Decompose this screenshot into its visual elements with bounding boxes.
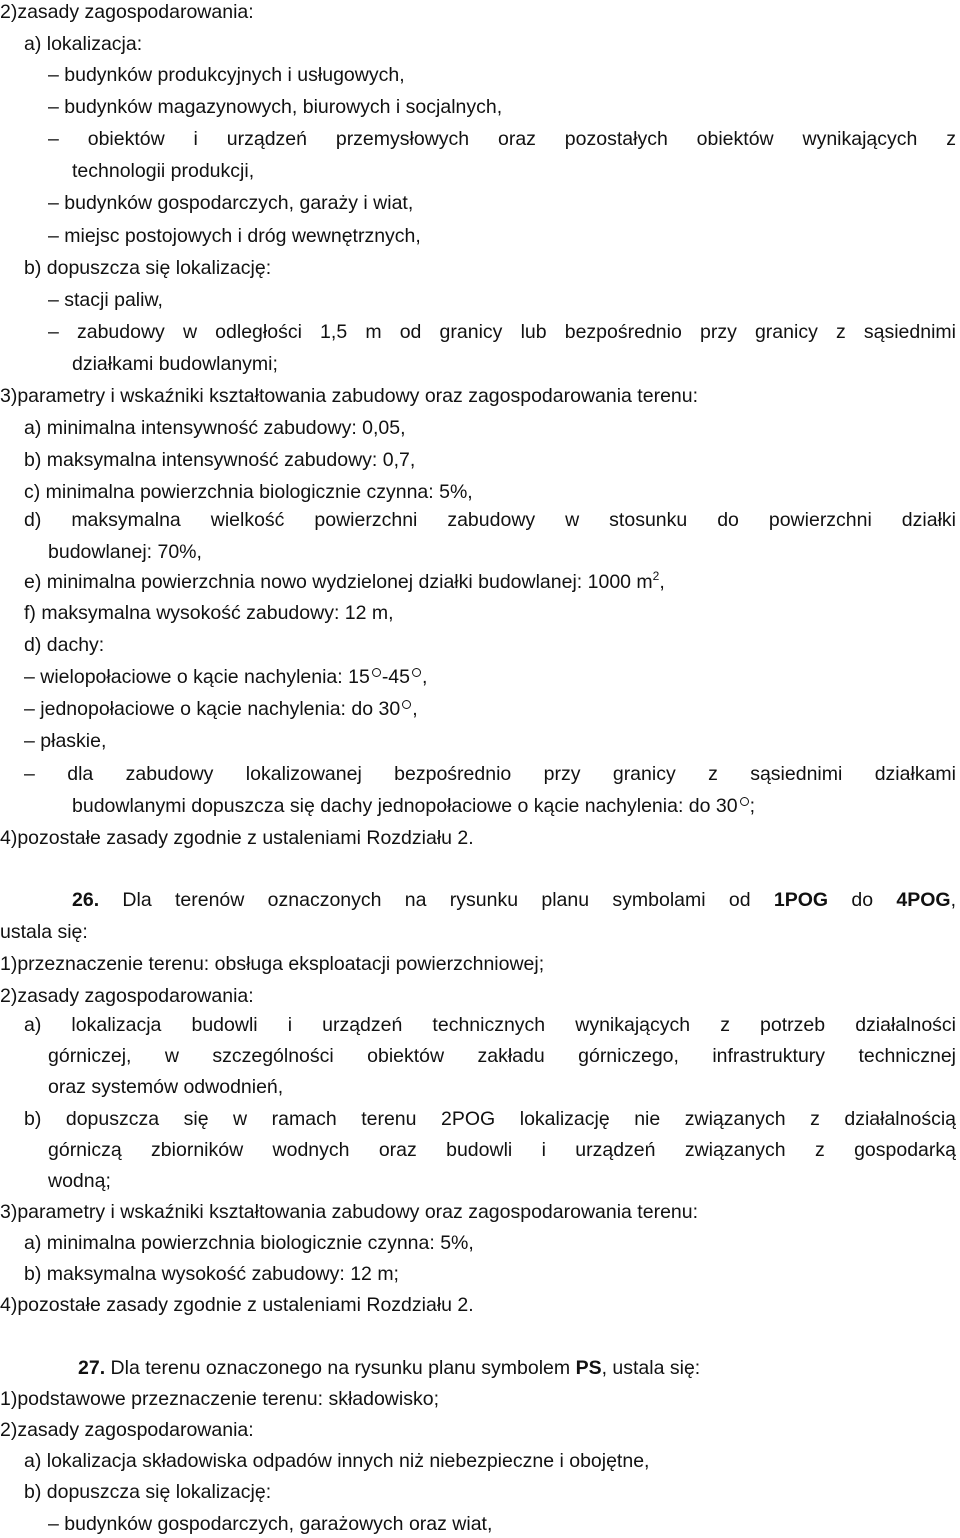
subsection: b) dopuszcza się w ramach terenu 2POG lokalizację nie związanych z działalnością bbox=[24, 1108, 956, 1130]
superscript: 2 bbox=[652, 569, 660, 583]
subsection: a) lokalizacja: bbox=[24, 33, 143, 55]
subsection-continuation: oraz systemów odwodnień, bbox=[48, 1076, 284, 1098]
list-item-continuation: działkami budowlanymi; bbox=[72, 353, 278, 375]
subsection: b) dopuszcza się lokalizację: bbox=[24, 1481, 272, 1503]
list-item: – budynków gospodarczych, garaży i wiat, bbox=[48, 192, 414, 214]
list-item: – budynków produkcyjnych i usługowych, bbox=[48, 64, 405, 86]
list-item: – zabudowy w odległości 1,5 m od granicy lub bezpośrednio przy granicy z sąsiednimi bbox=[48, 321, 956, 343]
paragraph-text: Dla terenów oznaczonych na rysunku planu symbolami od bbox=[122, 889, 751, 911]
degree-icon bbox=[412, 668, 421, 677]
subsection-text: e) minimalna powierzchnia nowo wydzielonej działki budowlanej: 1000 m bbox=[24, 571, 653, 593]
subsection-continuation: górniczą zbiorników wodnych oraz budowli i urządzeń związanych z gospodarką bbox=[48, 1139, 956, 1161]
paragraph-heading bbox=[78, 1356, 700, 1380]
symbol-label: 4POG bbox=[896, 889, 951, 911]
paragraph-text: Dla terenu oznaczonego na rysunku planu symbolem bbox=[110, 1357, 571, 1379]
punctuation: , bbox=[659, 571, 665, 593]
list-item bbox=[24, 697, 418, 721]
paragraph-text: do bbox=[851, 889, 874, 911]
subsection: b) dopuszcza się lokalizację: bbox=[24, 257, 272, 279]
punctuation: , bbox=[950, 889, 957, 911]
degree-icon bbox=[372, 668, 381, 677]
list-item: – stacji paliw, bbox=[48, 289, 163, 311]
section-heading: 4)pozostałe zasady zgodnie z ustaleniami Rozdziału 2. bbox=[0, 1294, 474, 1316]
degree-icon bbox=[402, 700, 411, 709]
section-heading: 2)zasady zagospodarowania: bbox=[0, 1419, 254, 1441]
section-heading: 3)parametry i wskaźniki kształtowania zabudowy oraz zagospodarowania terenu: bbox=[0, 385, 699, 407]
subsection: b) maksymalna intensywność zabudowy: 0,7, bbox=[24, 449, 416, 471]
paragraph-continuation: ustala się: bbox=[0, 921, 88, 943]
list-item-text: budowlanymi dopuszcza się dachy jednopołaciowe o kącie nachylenia: do 30 bbox=[72, 795, 738, 817]
degree-icon bbox=[740, 797, 749, 806]
list-item-text: -45 bbox=[381, 666, 410, 688]
list-item: – obiektów i urządzeń przemysłowych oraz pozostałych obiektów wynikających z bbox=[48, 128, 956, 150]
paragraph-number: 27. bbox=[78, 1357, 106, 1379]
section-heading: 3)parametry i wskaźniki kształtowania zabudowy oraz zagospodarowania terenu: bbox=[0, 1201, 699, 1223]
list-item: – budynków gospodarczych, garażowych oraz wiat, bbox=[48, 1513, 493, 1535]
subsection: a) lokalizacja składowiska odpadów innych niż niebezpieczne i obojętne, bbox=[24, 1450, 650, 1472]
subsection: d) maksymalna wielkość powierzchni zabudowy w stosunku do powierzchni działki bbox=[24, 509, 956, 531]
subsection: a) lokalizacja budowli i urządzeń technicznych wynikających z potrzeb działalności bbox=[24, 1014, 956, 1036]
subsection-continuation: górniczej, w szczególności obiektów zakładu górniczego, infrastruktury technicznej bbox=[48, 1045, 956, 1067]
symbol-label: 1POG bbox=[773, 889, 829, 911]
subsection: c) minimalna powierzchnia biologicznie czynna: 5%, bbox=[24, 481, 473, 503]
list-item-text: – wielopołaciowe o kącie nachylenia: 15 bbox=[24, 666, 370, 688]
subsection: a) minimalna powierzchnia biologicznie czynna: 5%, bbox=[24, 1232, 474, 1254]
list-item: – dla zabudowy lokalizowanej bezpośrednio przy granicy z sąsiednimi działkami bbox=[24, 763, 956, 785]
list-item: – płaskie, bbox=[24, 730, 107, 752]
section-heading: 2)zasady zagospodarowania: bbox=[0, 985, 254, 1007]
list-item: – miejsc postojowych i dróg wewnętrznych, bbox=[48, 225, 421, 247]
punctuation: , bbox=[422, 666, 428, 688]
subsection-continuation: wodną; bbox=[48, 1170, 111, 1192]
list-item-continuation bbox=[72, 794, 755, 818]
subsection: a) minimalna intensywność zabudowy: 0,05, bbox=[24, 417, 406, 439]
list-item-text: – jednopołaciowe o kącie nachylenia: do 30 bbox=[24, 698, 401, 720]
punctuation: ; bbox=[749, 795, 756, 817]
section-heading: 4)pozostałe zasady zgodnie z ustaleniami Rozdziału 2. bbox=[0, 827, 474, 849]
subsection bbox=[24, 570, 665, 594]
section-heading: 1)przeznaczenie terenu: obsługa eksploatacji powierzchniowej; bbox=[0, 953, 545, 975]
subsection: b) maksymalna wysokość zabudowy: 12 m; bbox=[24, 1263, 399, 1285]
symbol-label: PS bbox=[575, 1357, 602, 1379]
section-heading: 1)podstawowe przeznaczenie terenu: składowisko; bbox=[0, 1388, 439, 1410]
paragraph-text: , ustala się: bbox=[601, 1357, 701, 1379]
paragraph-number: 26. bbox=[72, 889, 100, 911]
subsection: f) maksymalna wysokość zabudowy: 12 m, bbox=[24, 602, 394, 624]
list-item bbox=[24, 665, 427, 689]
list-item: – budynków magazynowych, biurowych i socjalnych, bbox=[48, 96, 503, 118]
list-item-continuation: technologii produkcji, bbox=[72, 160, 255, 182]
subsection: d) dachy: bbox=[24, 634, 105, 656]
punctuation: , bbox=[412, 698, 418, 720]
paragraph-heading bbox=[72, 888, 956, 912]
subsection-continuation: budowlanej: 70%, bbox=[48, 541, 202, 563]
section-heading: 2)zasady zagospodarowania: bbox=[0, 1, 254, 23]
